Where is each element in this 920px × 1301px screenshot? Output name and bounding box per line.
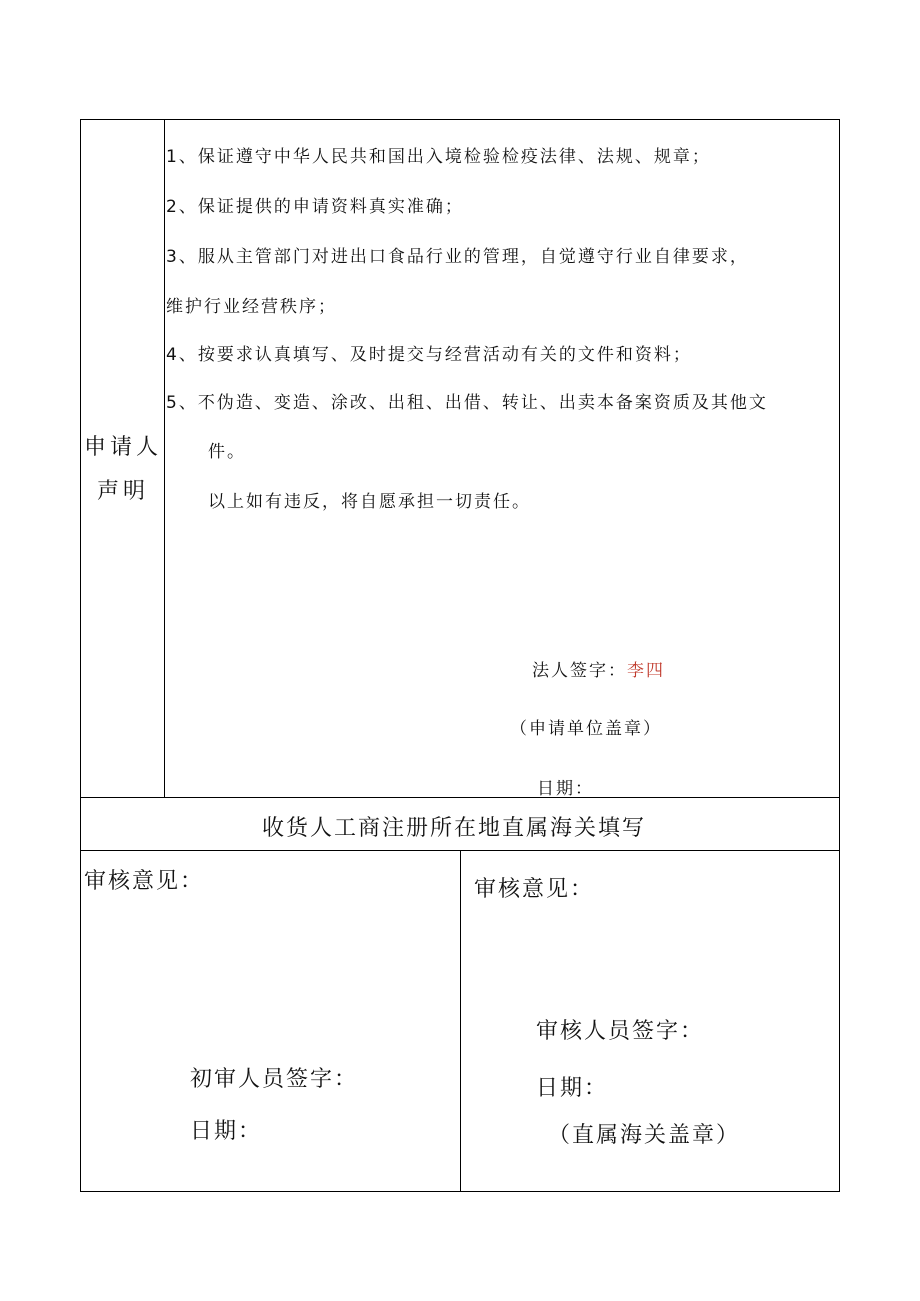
final-review-date-label: 日期： <box>536 1076 609 1101</box>
table-right-border <box>839 119 840 1192</box>
customs-seal: （直属海关盖章） <box>548 1123 741 1148</box>
initial-review-date-label: 日期： <box>190 1119 263 1144</box>
declaration-item: 5、不伪造、变造、涂改、出租、出借、转让、出卖本备案资质及其他文 <box>166 393 768 413</box>
declaration-item: 件。 <box>208 442 246 462</box>
applicant-seal: （申请单位盖章） <box>510 719 662 739</box>
final-opinion-label: 审核意见： <box>474 877 595 902</box>
final-reviewer-signature-label: 审核人员签字： <box>536 1019 705 1044</box>
customs-section-title: 收货人工商注册所在地直属海关填写 <box>262 816 647 841</box>
declaration-bottom-border <box>80 797 840 798</box>
table-left-border <box>80 119 81 1192</box>
initial-reviewer-signature-label: 初审人员签字： <box>190 1067 359 1092</box>
declaration-closing: 以上如有违反，将自愿承担一切责任。 <box>208 492 531 512</box>
initial-opinion-label: 审核意见： <box>84 869 205 894</box>
declaration-item: 2、保证提供的申请资料真实准确； <box>166 197 464 217</box>
table-bottom-border <box>80 1191 840 1192</box>
legal-signature-row <box>532 656 665 681</box>
declaration-item: 1、保证遵守中华人民共和国出入境检验检疫法律、法规、规章； <box>166 147 711 167</box>
label-column-divider <box>164 119 165 797</box>
review-column-divider <box>460 850 461 1191</box>
declaration-label-line2: 声明 <box>96 479 149 504</box>
table-top-border <box>80 119 840 120</box>
declaration-item: 维护行业经营秩序； <box>166 297 337 317</box>
legal-signature-name: 李四 <box>627 661 665 681</box>
declaration-item: 4、按要求认真填写、及时提交与经营活动有关的文件和资料； <box>166 345 692 365</box>
legal-signature-label: 法人签字： <box>532 661 627 681</box>
declaration-label-line1: 申请人 <box>84 435 163 460</box>
declaration-date-label: 日期： <box>537 779 594 799</box>
declaration-item: 3、服从主管部门对进出口食品行业的管理，自觉遵守行业自律要求， <box>166 247 749 267</box>
